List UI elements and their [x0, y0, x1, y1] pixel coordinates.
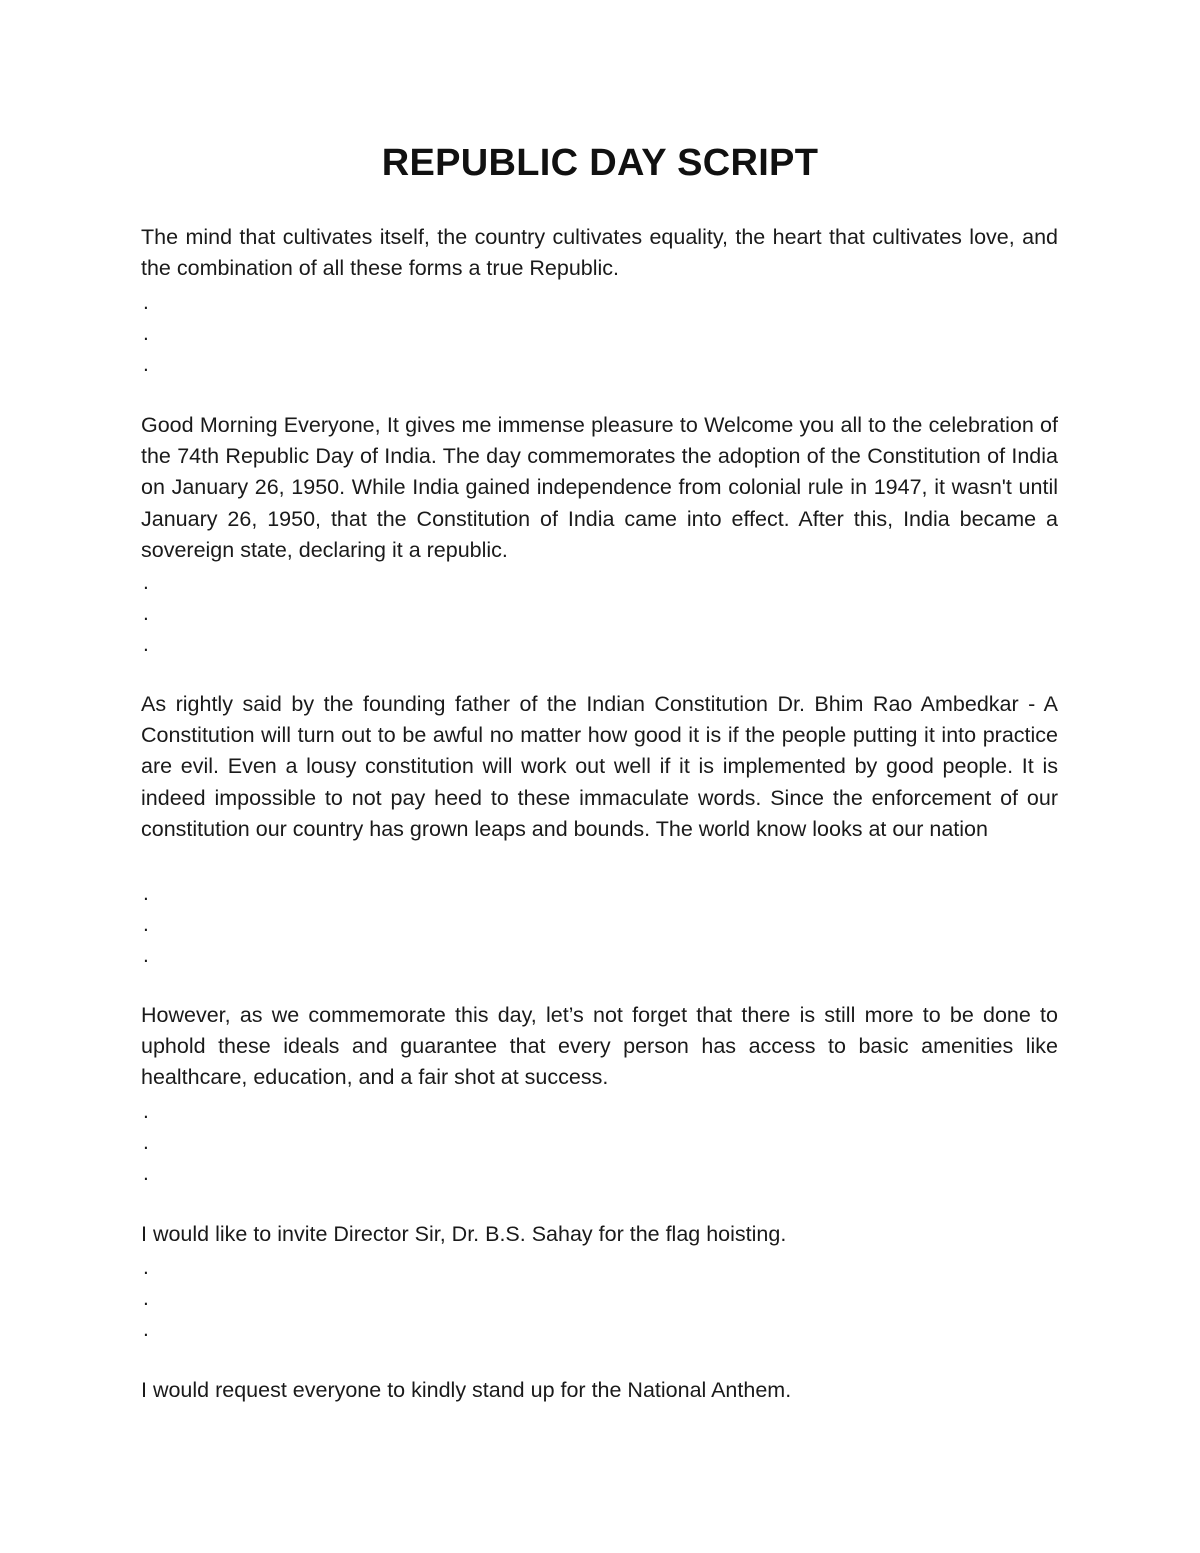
paragraph-flag-hoisting: I would like to invite Director Sir, Dr. B.S. Sahay for the flag hoisting.: [141, 1222, 787, 1246]
paragraph-ideals: However, as we commemorate this day, let’s not forget that there is still more to be done to uphold these ideals and guarantee that every person has access to basic amenities like healthcare, education, and a fair shot at success.: [141, 1003, 1058, 1090]
separator-dot: .: [143, 1256, 149, 1279]
separator-dot: .: [143, 1131, 149, 1155]
separator-dot: .: [143, 633, 149, 657]
paragraph-ambedkar: As rightly said by the founding father of the Indian Constitution Dr. Bhim Rao Ambedkar - A Constitution will turn out to be awful no matter how good it is if the people putting it into practice are evil. Even a lousy constitution will work out well if it is implemented by good people. It is indeed impossible to not pay heed to these immaculate words. Since the enforcement of our constitution our country has grown leaps and bounds. The world know looks at our nation: [141, 692, 1058, 841]
separator-dot: .: [143, 1100, 149, 1123]
separator-dot: .: [143, 1287, 149, 1311]
document-title: REPUBLIC DAY SCRIPT: [381, 142, 819, 184]
separator-dot: .: [143, 882, 149, 905]
separator-dot: .: [143, 571, 149, 594]
separator-dots-3: [143, 878, 183, 972]
separator-dot: .: [143, 1318, 149, 1342]
separator-dot: .: [143, 944, 149, 968]
separator-dots-5: [143, 1252, 183, 1346]
separator-dot: .: [143, 322, 149, 346]
paragraph-national-anthem: I would request everyone to kindly stand up for the National Anthem.: [141, 1378, 792, 1402]
separator-dot: .: [143, 353, 149, 377]
separator-dots-2: [143, 567, 183, 661]
separator-dots-1: [143, 287, 183, 381]
separator-dot: .: [143, 1162, 149, 1186]
separator-dots-4: [143, 1096, 183, 1190]
paragraph-welcome: Good Morning Everyone, It gives me immense pleasure to Welcome you all to the celebration of the 74th Republic Day of India. The day commemorates the adoption of the Constitution of India on January 26, 1950. While India gained independence from colonial rule in 1947, it wasn't until January 26, 1950, that the Constitution of India came into effect. After this, India became a sovereign state, declaring it a republic.: [141, 413, 1058, 562]
paragraph-intro: The mind that cultivates itself, the country cultivates equality, the heart that cultivates love, and the combination of all these forms a true Republic.: [141, 225, 1058, 281]
separator-dot: .: [143, 291, 149, 314]
separator-dot: .: [143, 602, 149, 626]
separator-dot: .: [143, 913, 149, 937]
